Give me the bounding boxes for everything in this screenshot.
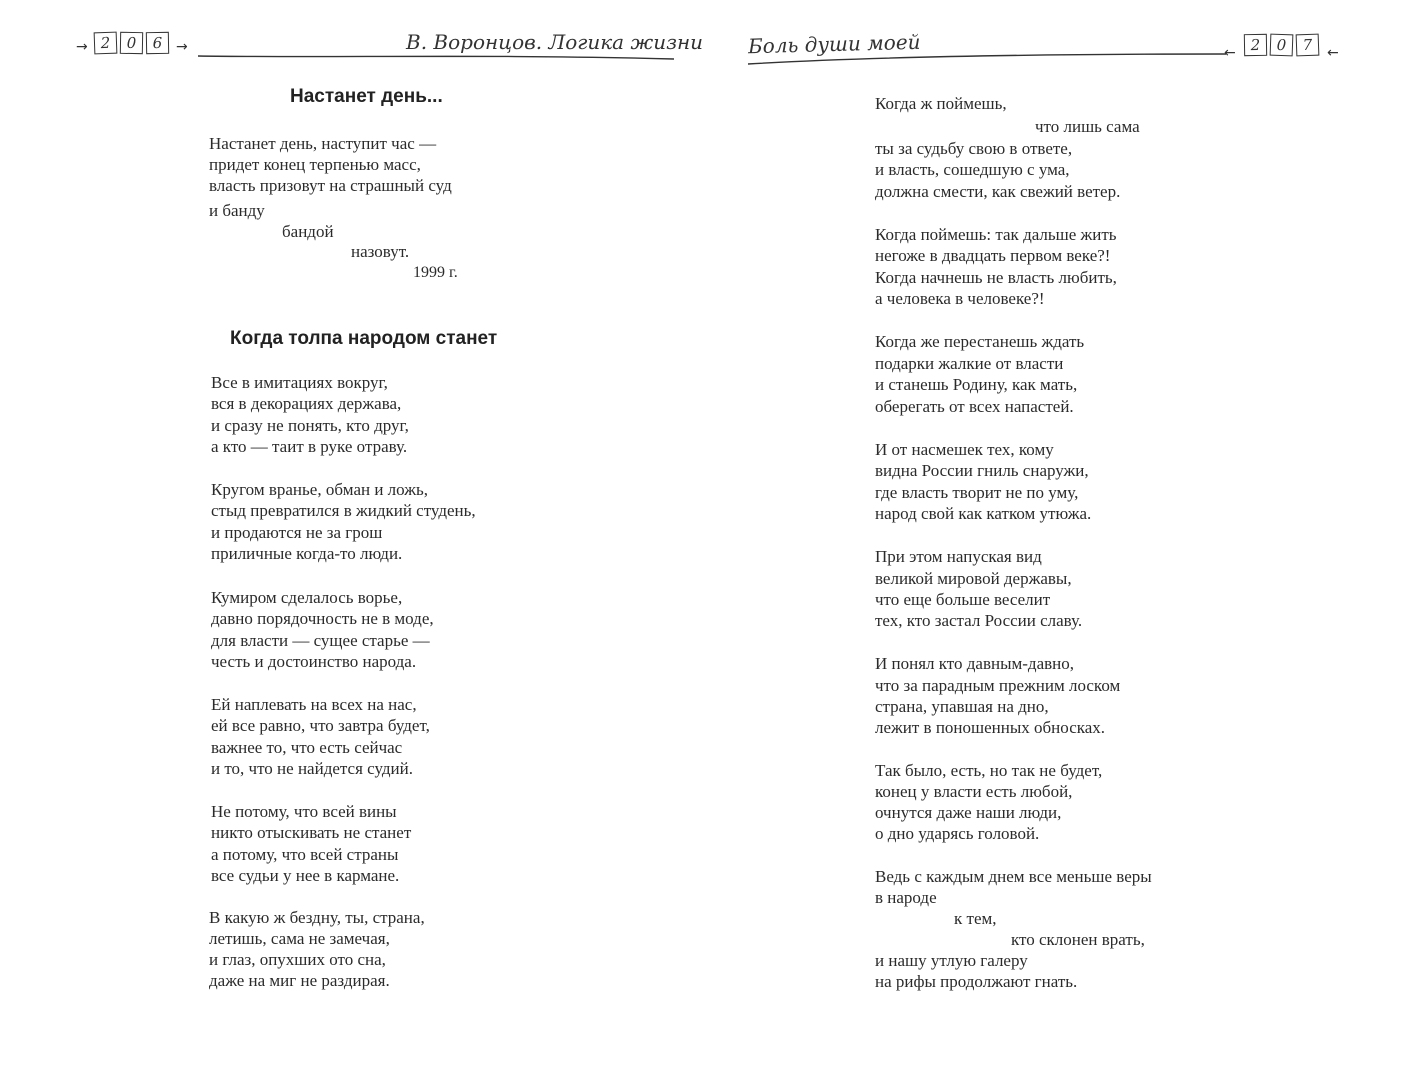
poem-line: Так было, есть, но так не будет,: [875, 761, 1103, 780]
poem-line: честь и достоинство народа.: [211, 652, 417, 671]
page-digit: 6: [146, 32, 169, 54]
poem-line: в народе: [875, 888, 937, 907]
poem-line: и продаются не за грош: [211, 523, 383, 542]
poem-line: Кумиром сделалось ворье,: [211, 588, 403, 607]
poem-line: стыд превратился в жидкий студень,: [211, 501, 476, 520]
poem-line: и нашу утлую галеру: [875, 951, 1028, 970]
running-header: В. Воронцов. Логика жизни: [406, 30, 704, 54]
poem-line: страна, упавшая на дно,: [875, 697, 1049, 716]
page-digit: 0: [120, 32, 143, 54]
poem-line: вся в декорациях держава,: [211, 394, 402, 413]
poem-line: И от насмешек тех, кому: [875, 440, 1054, 459]
page-digit: 2: [94, 32, 118, 55]
poem-line: бандой: [282, 222, 334, 241]
poem-line: никто отыскивать не станет: [211, 823, 412, 842]
poem-line: что лишь сама: [1035, 117, 1140, 136]
poem-date: 1999 г.: [413, 264, 458, 281]
poem-line: подарки жалкие от власти: [875, 354, 1064, 373]
poem-line: что еще больше веселит: [875, 590, 1051, 609]
poem-line: и власть, сошедшую с ума,: [875, 160, 1070, 179]
poem-line: назовут.: [351, 242, 410, 261]
poem-line: ты за судьбу свою в ответе,: [875, 139, 1073, 158]
poem-line: даже на миг не раздирая.: [209, 971, 390, 990]
poem-line: важнее то, что есть сейчас: [211, 738, 403, 757]
page-number: [94, 32, 169, 54]
running-header: Боль души моей: [747, 29, 921, 59]
poem-line: и банду: [209, 201, 265, 220]
poem-line: тех, кто застал России славу.: [875, 611, 1083, 630]
poem-line: Кругом вранье, обман и ложь,: [211, 480, 428, 499]
poem-line: к тем,: [954, 909, 997, 928]
poem-line: Все в имитациях вокруг,: [211, 373, 388, 392]
poem-line: Когда поймешь: так дальше жить: [875, 225, 1117, 244]
poem-line: Когда начнешь не власть любить,: [875, 268, 1117, 287]
page-number: [1244, 34, 1319, 56]
poem-line: на рифы продолжают гнать.: [875, 972, 1078, 991]
poem-line: и сразу не понять, кто друг,: [211, 416, 409, 435]
poem-line: лежит в поношенных обносках.: [875, 718, 1106, 737]
poem-line: а потому, что всей страны: [211, 845, 399, 864]
poem-line: где власть творит не по уму,: [875, 483, 1079, 502]
poem-line: и станешь Родину, как мать,: [875, 375, 1078, 394]
poem-line: приличные когда-то люди.: [211, 544, 403, 563]
poem-line: В какую ж бездну, ты, страна,: [209, 908, 425, 927]
poem-line: очнутся даже наши люди,: [875, 803, 1062, 822]
poem-line: давно порядочность не в моде,: [211, 609, 434, 628]
poem-line: и то, что не найдется судий.: [211, 759, 413, 778]
poem-line: Ведь с каждым днем все меньше веры: [875, 867, 1152, 886]
poem-line: При этом напуская вид: [875, 547, 1042, 566]
poem-line: все судьи у нее в кармане.: [211, 866, 400, 885]
poem-line: видна России гниль снаружи,: [875, 461, 1089, 480]
poem-line: народ свой как катком утюжа.: [875, 504, 1092, 523]
poem-line: кто склонен врать,: [1011, 930, 1145, 949]
poem-line: Не потому, что всей вины: [211, 802, 397, 821]
page-digit: 0: [1270, 34, 1294, 57]
poem-line: оберегать от всех напастей.: [875, 397, 1074, 416]
poem-line: должна смести, как свежий ветер.: [875, 182, 1121, 201]
poem-line: для власти — сущее старье —: [211, 631, 430, 650]
left-arrow-icon: ←: [1224, 45, 1236, 61]
right-arrow-icon: →: [76, 39, 88, 55]
poem-title: Когда толпа народом станет: [230, 328, 498, 349]
poem-line: Ей наплевать на всех на нас,: [211, 695, 417, 714]
poem-line: придет конец терпенью масс,: [209, 155, 421, 174]
poem-line: ей все равно, что завтра будет,: [211, 716, 430, 735]
poem-line: о дно ударясь головой.: [875, 824, 1040, 843]
poem-line: Когда ж поймешь,: [875, 94, 1007, 113]
poem-line: власть призовут на страшный суд: [209, 176, 452, 195]
poem-line: И понял кто давным-давно,: [875, 654, 1074, 673]
left-arrow-icon: ←: [1327, 45, 1339, 61]
right-page: [711, 0, 1422, 1080]
poem-line: а кто — таит в руке отраву.: [211, 437, 408, 456]
poem-line: и глаз, опухших ото сна,: [209, 950, 386, 969]
poem-line: великой мировой державы,: [875, 569, 1072, 588]
poem-line: Настанет день, наступит час —: [209, 134, 437, 153]
poem-line: а человека в человеке?!: [875, 289, 1045, 308]
poem-line: негоже в двадцать первом веке?!: [875, 246, 1111, 265]
poem-line: конец у власти есть любой,: [875, 782, 1073, 801]
page-digit: 7: [1296, 34, 1320, 57]
header-rule: [746, 44, 1228, 68]
poem-line: Когда же перестанешь ждать: [875, 332, 1085, 351]
poem-line: летишь, сама не замечая,: [209, 929, 390, 948]
poem-line: что за парадным прежним лоском: [875, 676, 1121, 695]
right-arrow-icon: →: [176, 39, 188, 55]
poem-title: Настанет день...: [290, 86, 443, 107]
page-digit: 2: [1244, 34, 1267, 56]
